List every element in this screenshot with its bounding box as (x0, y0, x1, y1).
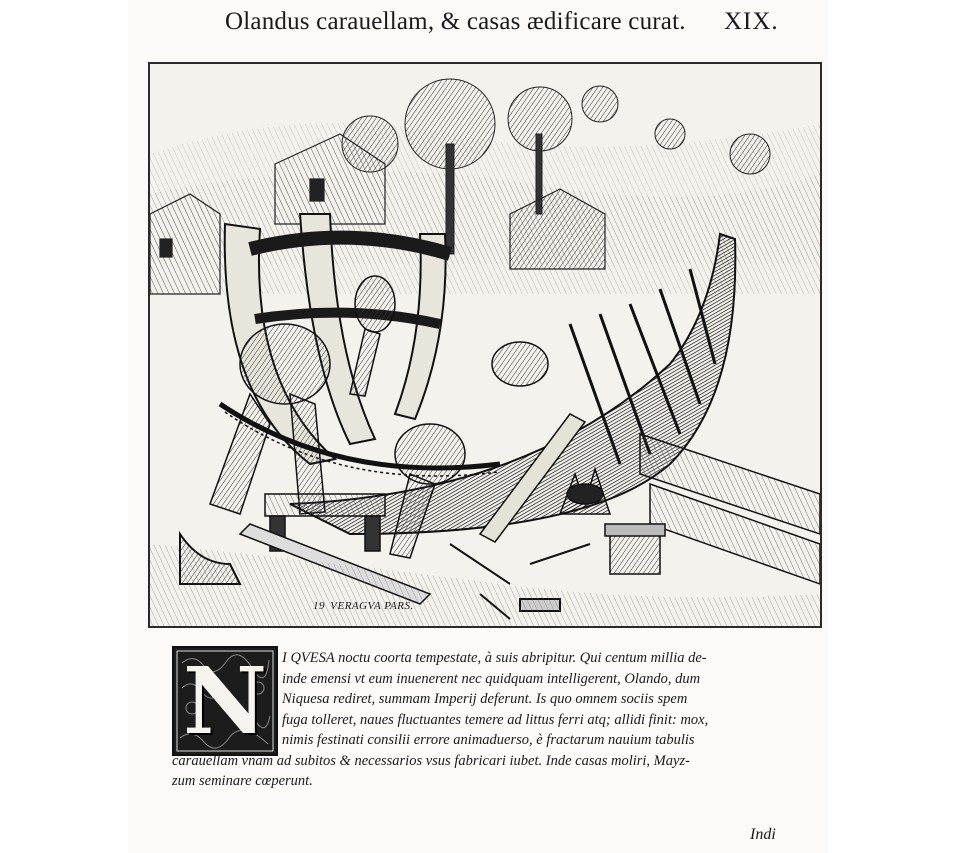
plate-caption (313, 600, 414, 612)
plate-number: XIX. (724, 8, 779, 35)
text-line: carauellam vnam ad subitos & necessarios vsus fabricari iubet. Inde casas moliri, Mayz- (172, 752, 690, 769)
engraving-illustration (148, 62, 822, 628)
text-line: inde emensi vt eum inuenerent nec quidquam intelligerent, Olando, dum (282, 670, 701, 687)
plate-caption-label: VERAGVA PARS. (330, 600, 414, 612)
decorated-initial (172, 646, 278, 756)
text-line: fuga tolleret, naues fluctuantes temere ad littus ferri atq; allidi finit: mox, (282, 711, 709, 728)
text-line: Niquesa rediret, summam Imperij deferunt. Is quo omnem sociis spem (282, 691, 688, 707)
shipbuilding-engraving (150, 64, 820, 626)
text-line: I QVESA noctu coorta tempestate, à suis abripitur. Qui centum millia de- (282, 650, 707, 666)
body-text (172, 648, 822, 792)
plate-caption-number: 19 (313, 600, 325, 612)
page-title: Olandus carauellam, & casas ædificare curat. (225, 8, 686, 35)
text-line: zum seminare cœperunt. (172, 773, 313, 789)
initial-letter: N (182, 647, 268, 755)
text-line: nimis festinati consilii errore animaduerso, è fractarum nauium tabulis (282, 732, 695, 748)
catchword: Indi (750, 826, 776, 843)
